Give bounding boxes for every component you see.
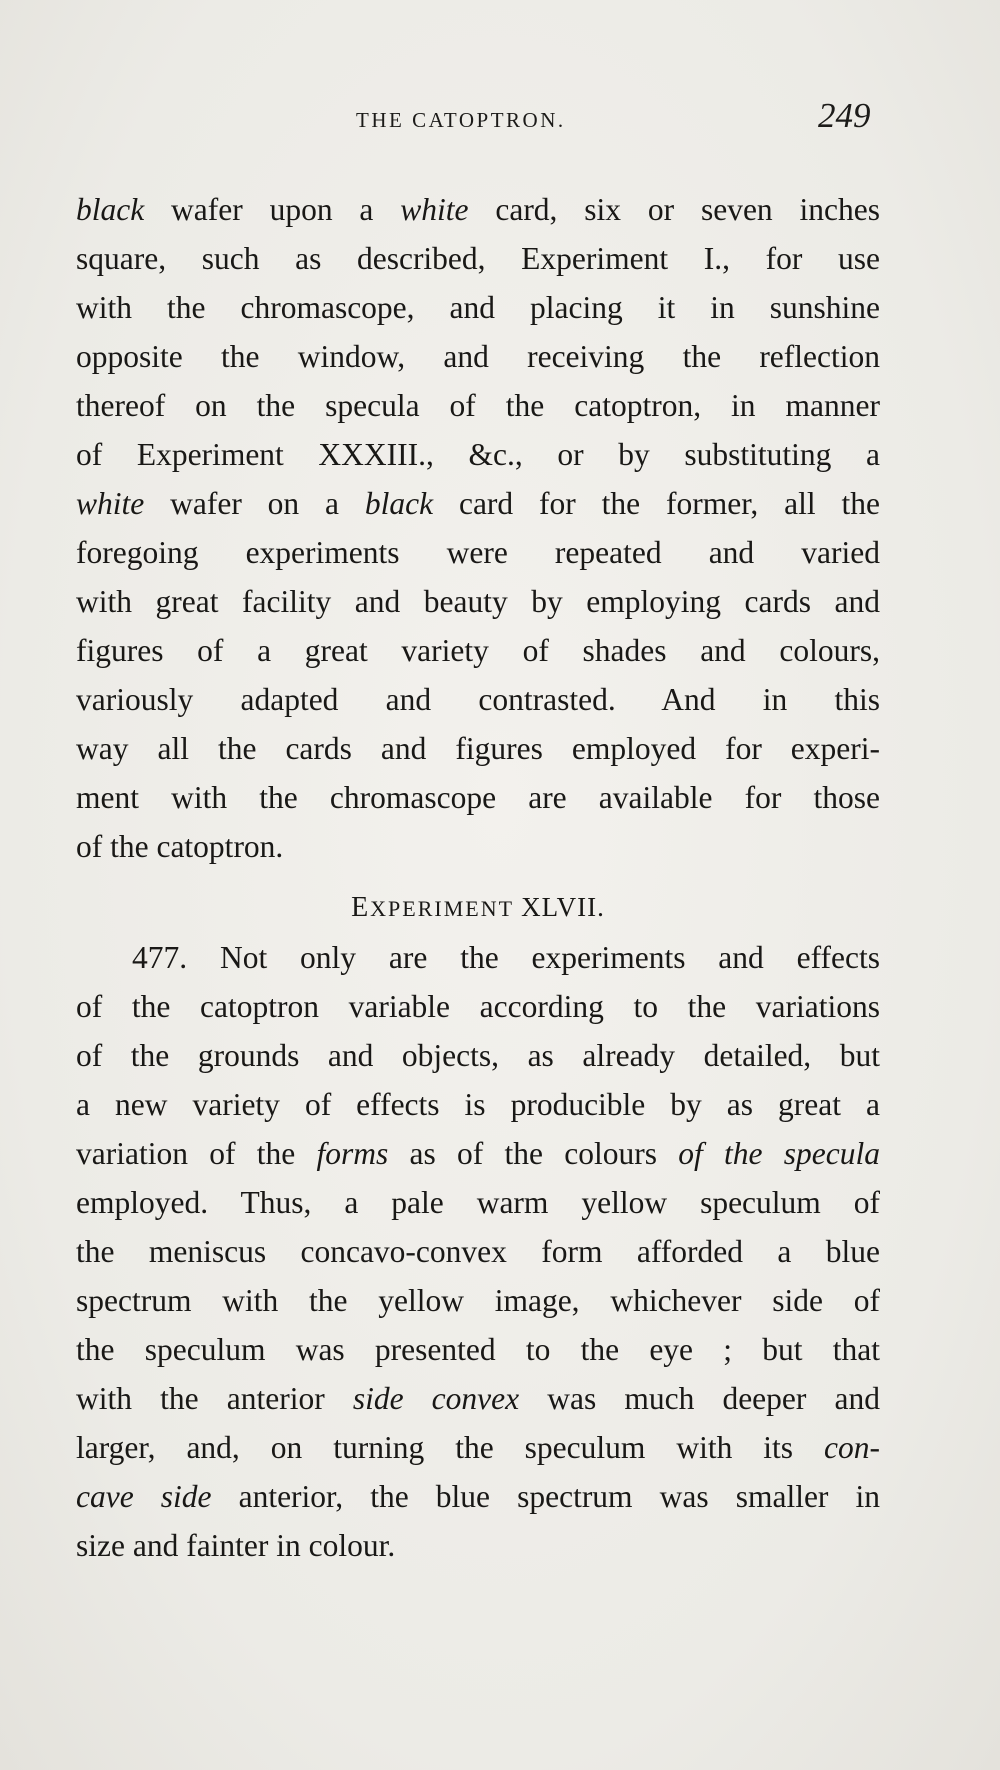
text-line: the speculum was presented to the eye ; but that <box>76 1332 880 1367</box>
text-line <box>76 185 880 234</box>
text-line <box>76 1423 880 1472</box>
page-body <box>76 185 880 1570</box>
text-run: variation of the <box>76 1136 317 1171</box>
text-line <box>76 1472 880 1521</box>
page-number: 249 <box>818 96 871 135</box>
running-title: THE CATOPTRON. <box>356 108 566 132</box>
heading-number: XLVII. <box>521 892 605 922</box>
text-line: spectrum with the yellow image, whichever side of <box>76 1283 880 1318</box>
section-heading <box>76 877 880 929</box>
text-run: anterior, the blue spectrum was smaller in <box>211 1479 880 1514</box>
text-run: was much deeper and <box>519 1381 880 1416</box>
text-line: with great facility and beauty by employing cards and <box>76 584 880 619</box>
text-run: card for the former, all the <box>433 486 881 521</box>
text-line: square, such as described, Experiment I., for use <box>76 241 880 276</box>
text-line: 477. Not only are the experiments and effects <box>132 940 880 975</box>
text-line: of Experiment XXXIII., &c., or by substituting a <box>76 437 880 472</box>
text-line: of the grounds and objects, as already detailed, but <box>76 1038 880 1073</box>
italic-word: white <box>400 192 469 227</box>
italic-word: forms <box>316 1136 389 1171</box>
text-line: thereof on the specula of the catoptron, in manner <box>76 388 880 423</box>
text-line: variously adapted and contrasted. And in this <box>76 682 880 717</box>
paragraph-continued <box>76 185 880 871</box>
text-line: way all the cards and figures employed for experi- <box>76 731 880 766</box>
text-line: employed. Thus, a pale warm yellow speculum of <box>76 1185 880 1220</box>
text-line: opposite the window, and receiving the reflection <box>76 339 880 374</box>
paragraph-477 <box>76 933 880 1570</box>
text-line <box>76 1129 880 1178</box>
heading-initial: E <box>351 892 371 923</box>
italic-word: black <box>76 192 145 227</box>
italic-word: con- <box>824 1430 880 1465</box>
text-line: with the chromascope, and placing it in sunshine <box>76 290 880 325</box>
italic-word: white <box>76 486 145 521</box>
text-line: foregoing experiments were repeated and varied <box>76 535 880 570</box>
italic-word: of the specula <box>678 1136 880 1171</box>
text-run: wafer upon a <box>144 192 401 227</box>
text-run: with the anterior <box>76 1381 353 1416</box>
text-line <box>76 1374 880 1423</box>
text-run: as of the colours <box>388 1136 679 1171</box>
text-run: card, six or seven inches <box>468 192 880 227</box>
italic-word: black <box>364 486 434 521</box>
text-run: wafer on a <box>144 486 365 521</box>
text-run: larger, and, on turning the speculum with its <box>76 1430 825 1465</box>
text-line: ment with the chromascope are available for those <box>76 780 880 815</box>
text-line: the meniscus concavo-convex form afforded a blue <box>76 1234 880 1269</box>
heading-word: XPERIMENT <box>370 896 514 921</box>
italic-word: cave side <box>76 1479 212 1514</box>
page-header <box>0 96 1000 146</box>
text-line: size and fainter in colour. <box>76 1528 396 1563</box>
text-line: of the catoptron variable according to the variations <box>76 989 880 1024</box>
italic-word: side convex <box>352 1381 520 1416</box>
text-line: of the catoptron. <box>76 829 284 864</box>
text-line: figures of a great variety of shades and colours, <box>76 633 880 668</box>
text-line: a new variety of effects is producible by as great a <box>76 1087 880 1122</box>
text-line <box>76 479 880 528</box>
